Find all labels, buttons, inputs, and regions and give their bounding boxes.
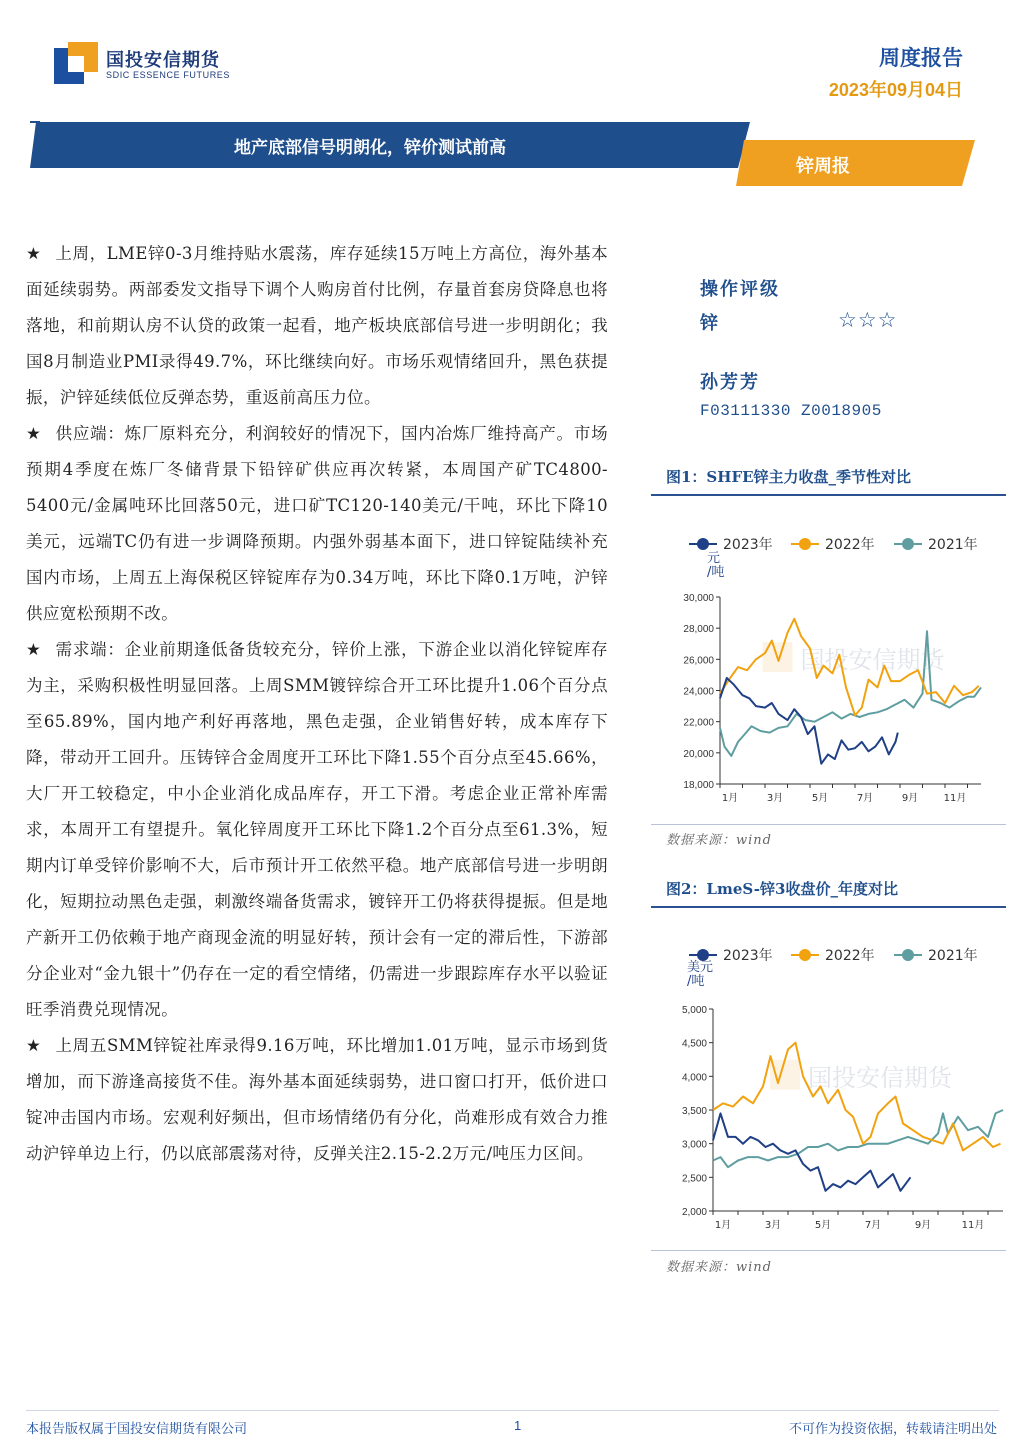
y-axis-unit: /吨 <box>707 565 725 580</box>
report-category: 锌周报 <box>796 156 850 177</box>
x-tick-label: 1月 <box>721 793 739 804</box>
footer-copyright: 本报告版权属于国投安信期货有限公司 <box>26 1422 248 1437</box>
figure-1-source: 数据来源：wind <box>666 833 772 848</box>
y-axis-unit: /吨 <box>687 974 705 989</box>
figure-2-rule <box>651 906 1006 908</box>
legend-label: 2021年 <box>928 537 978 553</box>
legend-label: 2021年 <box>928 948 978 964</box>
logo-english-name: SDIC ESSENCE FUTURES <box>106 70 231 80</box>
y-axis-unit: 美元 <box>687 960 714 975</box>
legend-marker <box>799 538 811 550</box>
figure-2-source: 数据来源：wind <box>666 1260 772 1275</box>
watermark-text: 国投安信期货 <box>800 646 945 675</box>
x-tick-label: 9月 <box>901 793 919 804</box>
y-axis-unit: 元 <box>707 551 721 566</box>
figure-1-title: 图1：SHFE锌主力收盘_季节性对比 <box>666 468 912 486</box>
rating-item: 锌 <box>700 313 718 334</box>
chart-1-svg <box>651 520 1006 820</box>
report-title: 地产底部信号明朗化，锌价测试前高 <box>234 138 506 158</box>
figure-2-chart <box>651 932 1006 1242</box>
watermark-text: 国投安信期货 <box>808 1063 952 1092</box>
legend-marker <box>697 538 709 550</box>
paragraph-inventory: ★ 上周五SMM锌锭社库录得9.16万吨，环比增加1.01万吨，显示市场到货增加，而下游逢高接货不佳。海外基本面延续弱势，进口窗口打开，低价进口锭冲击国内市场。宏观利好频出，但市场情绪仍有分化，尚难形成有效合力推动沪锌单边上行，仍以底部震荡对待，反弹关注2.15-2.2万元/吨压力区间。 <box>26 1036 608 1163</box>
figure-1-bottom-rule <box>651 824 1006 825</box>
logo-name: 国投安信期货 <box>106 50 220 71</box>
x-tick-label: 7月 <box>864 1220 882 1231</box>
footer-disclaimer: 不可作为投资依据，转载请注明出处 <box>788 1422 997 1437</box>
series-line-2022年 <box>713 1043 1001 1151</box>
figure-2-title: 图2：LmeS-锌3收盘价_年度对比 <box>666 880 898 898</box>
y-tick-label: 3,000 <box>681 1139 707 1151</box>
company-logo <box>54 40 254 90</box>
banner-shapes <box>0 118 1025 190</box>
x-tick-label: 5月 <box>814 1220 832 1231</box>
y-tick-label: 5,000 <box>681 1005 707 1016</box>
legend-label: 2023年 <box>723 537 773 553</box>
legend-label: 2023年 <box>723 948 773 964</box>
star-icon: ★ <box>26 424 42 443</box>
report-body <box>26 236 608 1172</box>
y-tick-label: 24,000 <box>683 686 714 698</box>
star-icon: ★ <box>26 244 42 263</box>
star-icon: ★ <box>26 1036 42 1055</box>
paragraph-demand: ★ 需求端：企业前期逢低备货较充分，锌价上涨，下游企业以消化锌锭库存为主，采购积极性明显回落。上周SMM镀锌综合开工环比提升1.06个百分点至65.89%，国内地产利好再落地，黑色走强，企业销售好转，成本库存下降，带动开工回升。压铸锌合金周度开工环比下降1.55个百分点至45.66%，大厂开工较稳定，中小企业消化成品库存，开工下滑。考虑企业正常补库需求，本周开工有望提升。氧化锌周度开工环比下降1.2个百分点至61.3%，短期内订单受锌价影响不大，后市预计开工依然平稳。地产底部信号进一步明朗化，短期拉动黑色走强，刺激终端备货需求，镀锌开工仍将获得提振。但是地产新开工仍依赖于地产商现金流的明显好转，预计会有一定的滞后性，下游部分企业对“金九银十”仍存在一定的看空情绪，仍需进一步跟踪库存水平以验证旺季消费兑现情况。 <box>26 640 608 1019</box>
figure-1-rule <box>651 494 1006 496</box>
y-tick-label: 4,500 <box>681 1038 707 1050</box>
series-line-2023年 <box>713 1113 911 1190</box>
paragraph-summary: ★ 上周，LME锌0-3月维持贴水震荡，库存延续15万吨上方高位，海外基本面延续弱势。两部委发文指导下调个人购房首付比例，存量首套房贷降息也将落地，和前期认房不认贷的政策一起看，地产板块底部信号进一步明朗化；我国8月制造业PMI录得49.7%，环比继续向好。市场乐观情绪回升，黑色获提振，沪锌延续低位反弹态势，重返前高压力位。 <box>26 244 608 407</box>
y-tick-label: 28,000 <box>683 624 714 636</box>
y-tick-label: 3,500 <box>681 1106 707 1117</box>
rating-stars-icon: ☆☆☆ <box>838 308 898 332</box>
y-tick-label: 20,000 <box>683 748 714 760</box>
star-icon: ★ <box>26 640 42 659</box>
y-tick-label: 26,000 <box>683 655 714 667</box>
y-tick-label: 2,000 <box>681 1207 707 1218</box>
x-tick-label: 3月 <box>764 1220 782 1231</box>
y-tick-label: 2,500 <box>681 1173 707 1185</box>
company-logo-mark <box>54 42 98 86</box>
x-tick-label: 5月 <box>811 793 829 804</box>
rating-title: 操作评级 <box>700 279 780 300</box>
x-tick-label: 11月 <box>943 793 967 804</box>
chart-2-svg <box>651 932 1006 1242</box>
paragraph-supply: ★ 供应端：炼厂原料充分，利润较好的情况下，国内冶炼厂维持高产。市场预期4季度在炼厂冬储背景下铅锌矿供应再次转紧，本周国产矿TC4800-5400元/金属吨环比回落50元，进口矿TC120-140美元/干吨，环比下降10美元，远端TC仍有进一步调降预期。内强外弱基本面下，进口锌锭陆续补充国内市场，上周五上海保税区锌锭库存为0.34万吨，环比下降0.1万吨，沪锌供应宽松预期不改。 <box>26 424 608 623</box>
page-number: 1 <box>514 1418 522 1433</box>
legend-marker <box>902 538 914 550</box>
watermark-logo <box>770 1060 800 1090</box>
x-tick-label: 1月 <box>714 1220 732 1231</box>
y-tick-label: 30,000 <box>683 593 714 604</box>
x-tick-label: 3月 <box>766 793 784 804</box>
y-tick-label: 4,000 <box>681 1072 707 1084</box>
title-banner <box>0 118 1025 190</box>
report-type: 周度报告 <box>879 46 963 70</box>
y-tick-label: 22,000 <box>683 717 714 729</box>
x-tick-label: 9月 <box>914 1220 932 1231</box>
x-tick-label: 11月 <box>961 1220 985 1231</box>
analyst-name: 孙芳芳 <box>700 372 760 393</box>
footer-rule <box>26 1410 999 1411</box>
figure-1-chart <box>651 520 1006 820</box>
legend-label: 2022年 <box>825 948 875 964</box>
x-tick-label: 7月 <box>856 793 874 804</box>
report-date: 2023年09月04日 <box>828 80 963 100</box>
y-tick-label: 18,000 <box>683 780 714 791</box>
legend-label: 2022年 <box>825 537 875 553</box>
legend-marker <box>902 949 914 961</box>
legend-marker <box>799 949 811 961</box>
figure-2-bottom-rule <box>651 1250 1006 1251</box>
analyst-license: F03111330 Z0018905 <box>700 402 882 420</box>
